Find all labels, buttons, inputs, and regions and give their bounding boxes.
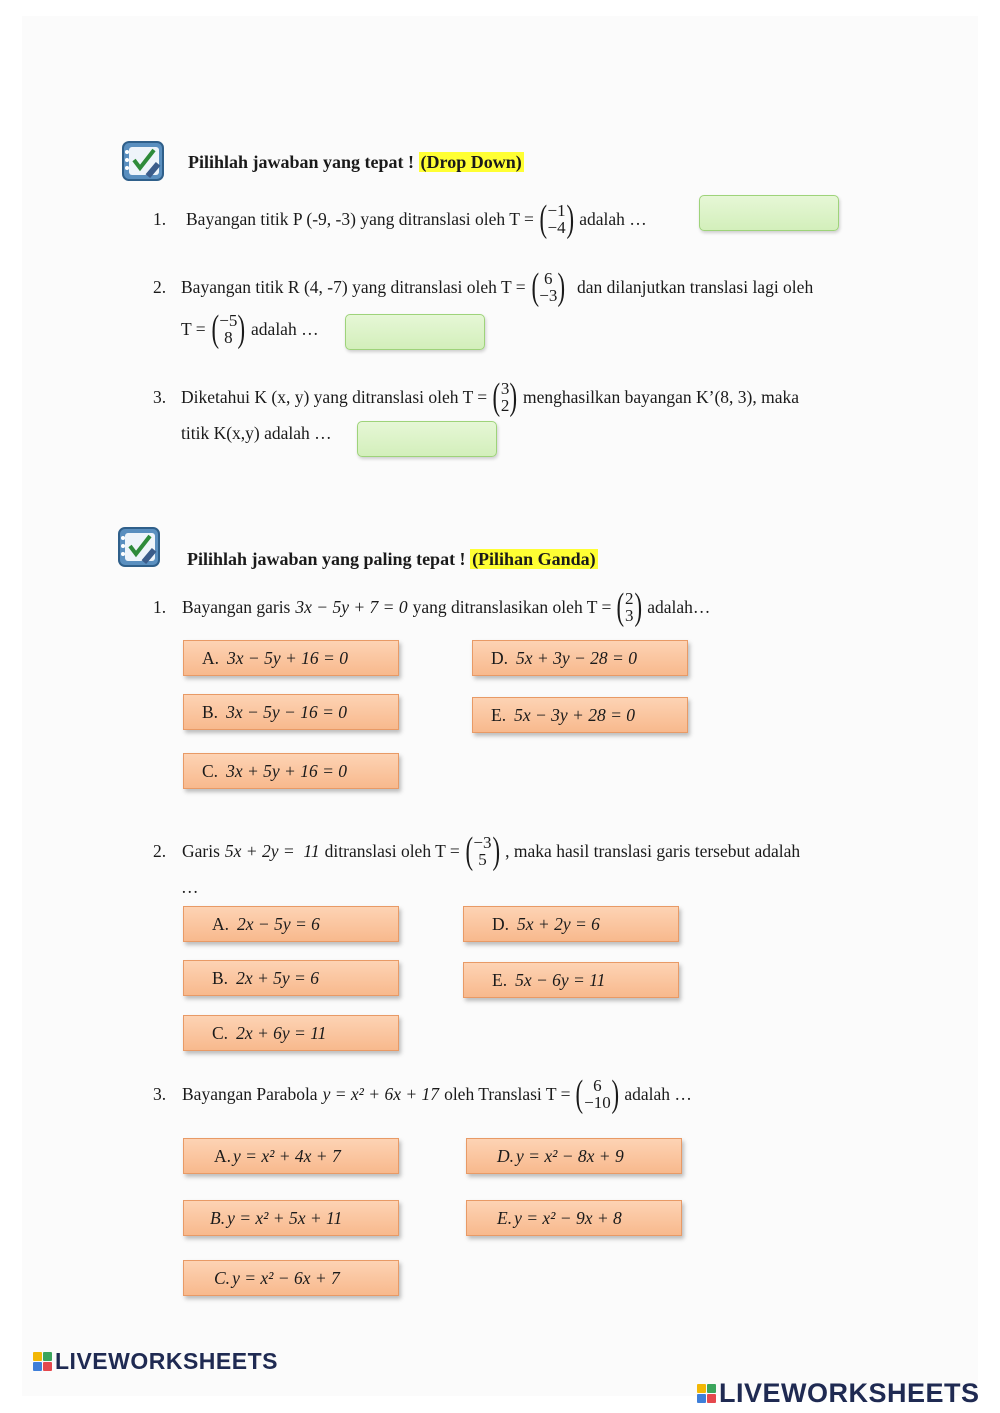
s2-q3-option-a[interactable]: A. y = x² + 4x + 7 [183, 1138, 399, 1174]
question-number: 2. [153, 840, 167, 861]
line-equation: 5x + 2y = 11 [224, 840, 320, 861]
translation-vector: ( 6 −10 ) [576, 1073, 619, 1115]
section1-title [188, 152, 524, 173]
s2-question-2-line2 [181, 877, 199, 898]
question-text: Bayangan titik R (4, -7) yang ditranslasi oleh T = [181, 276, 526, 297]
question-text-after: adalah … [624, 1083, 692, 1104]
s2-q1-option-a[interactable]: A. 3x − 5y + 16 = 0 [183, 640, 399, 676]
question-text-after: adalah… [647, 596, 711, 617]
question-text: Diketahui K (x, y) yang ditranslasi oleh T = [181, 386, 488, 407]
question-text-after: dan dilanjutkan translasi lagi oleh [577, 276, 814, 297]
s2-q1-option-e[interactable]: E. 5x − 3y + 28 = 0 [472, 697, 688, 733]
checklist-icon [120, 138, 168, 184]
question-number: 1. [153, 208, 167, 229]
translation-vector: ( 3 2 ) [492, 376, 518, 418]
question-text-mid: ditranslasi oleh T = [324, 840, 460, 861]
s2-question-3 [153, 1075, 692, 1113]
question-text-mid: oleh Translasi T = [444, 1083, 571, 1104]
s1-question-3 [153, 378, 799, 416]
s2-q3-option-d[interactable]: D. y = x² − 8x + 9 [466, 1138, 682, 1174]
question-text: Bayangan Parabola [182, 1083, 318, 1104]
logo-mark-icon [33, 1352, 52, 1371]
question-number: 2. [153, 276, 167, 297]
question-text-after: menghasilkan bayangan K’(8, 3), maka [523, 386, 800, 407]
s2-q1-option-b[interactable]: B. 3x − 5y − 16 = 0 [183, 694, 399, 730]
s2-q2-option-b[interactable]: B. 2x + 5y = 6 [183, 960, 399, 996]
s1-question-2 [153, 268, 813, 306]
translation-vector: ( −1 −4 ) [539, 198, 574, 240]
question-text-after: , maka hasil translasi garis tersebut adalah [505, 840, 801, 861]
logo-text: LIVEWORKSHEETS [55, 1348, 278, 1374]
liveworksheets-logo [33, 1348, 278, 1375]
s2-question-1 [153, 588, 710, 626]
section1-title-text: Pilihlah jawaban yang tepat ! [188, 152, 415, 172]
s2-q2-option-c[interactable]: C. 2x + 6y = 11 [183, 1015, 399, 1051]
question-number: 3. [153, 386, 167, 407]
logo-mark-icon [697, 1384, 716, 1403]
s2-q1-option-c[interactable]: C. 3x + 5y + 16 = 0 [183, 753, 399, 789]
checklist-icon [116, 524, 164, 570]
s2-q3-option-c[interactable]: C. y = x² − 6x + 7 [183, 1260, 399, 1296]
s2-q2-option-e[interactable]: E. 5x − 6y = 11 [463, 962, 679, 998]
question-text: titik K(x,y) adalah … [181, 423, 332, 443]
section2-tag: (Pilihan Ganda) [472, 549, 596, 569]
section1-tag: (Drop Down) [420, 152, 522, 172]
liveworksheets-logo-footer [697, 1378, 980, 1409]
question-text: … [181, 877, 199, 897]
section2-title-text: Pilihlah jawaban yang paling tepat ! [187, 549, 466, 569]
question-text-mid: yang ditranslasikan oleh T = [412, 596, 612, 617]
s1-question-2-line2 [181, 310, 319, 348]
question-text-after: adalah … [251, 318, 319, 339]
translation-vector: ( 6 −3 ) [531, 266, 566, 308]
answer-dropdown-1[interactable] [699, 195, 839, 231]
translation-vector: ( 2 3 ) [616, 586, 642, 628]
s2-q2-option-d[interactable]: D. 5x + 2y = 6 [463, 906, 679, 942]
translation-vector: ( −3 5 ) [465, 830, 500, 872]
question-text: T = [181, 318, 206, 339]
s2-question-2 [153, 832, 800, 870]
question-text: Bayangan garis [182, 596, 291, 617]
s1-question-3-line2 [181, 423, 332, 444]
s2-q1-option-d[interactable]: D. 5x + 3y − 28 = 0 [472, 640, 688, 676]
question-number: 1. [153, 596, 167, 617]
s2-q2-option-a[interactable]: A. 2x − 5y = 6 [183, 906, 399, 942]
s2-q3-option-b[interactable]: B. y = x² + 5x + 11 [183, 1200, 399, 1236]
section2-title [187, 549, 598, 570]
question-number: 3. [153, 1083, 167, 1104]
s1-question-1 [153, 200, 647, 238]
line-equation: 3x − 5y + 7 = 0 [295, 596, 408, 617]
s2-q3-option-e[interactable]: E. y = x² − 9x + 8 [466, 1200, 682, 1236]
question-text: Bayangan titik P (-9, -3) yang ditranslasi oleh T = [186, 208, 534, 229]
answer-dropdown-3[interactable] [357, 421, 497, 457]
question-text: Garis [182, 840, 220, 861]
question-text-after: adalah … [579, 208, 647, 229]
parabola-equation: y = x² + 6x + 17 [322, 1083, 440, 1104]
answer-dropdown-2[interactable] [345, 314, 485, 350]
translation-vector-2: ( −5 8 ) [211, 308, 246, 350]
logo-text: LIVEWORKSHEETS [719, 1378, 980, 1408]
